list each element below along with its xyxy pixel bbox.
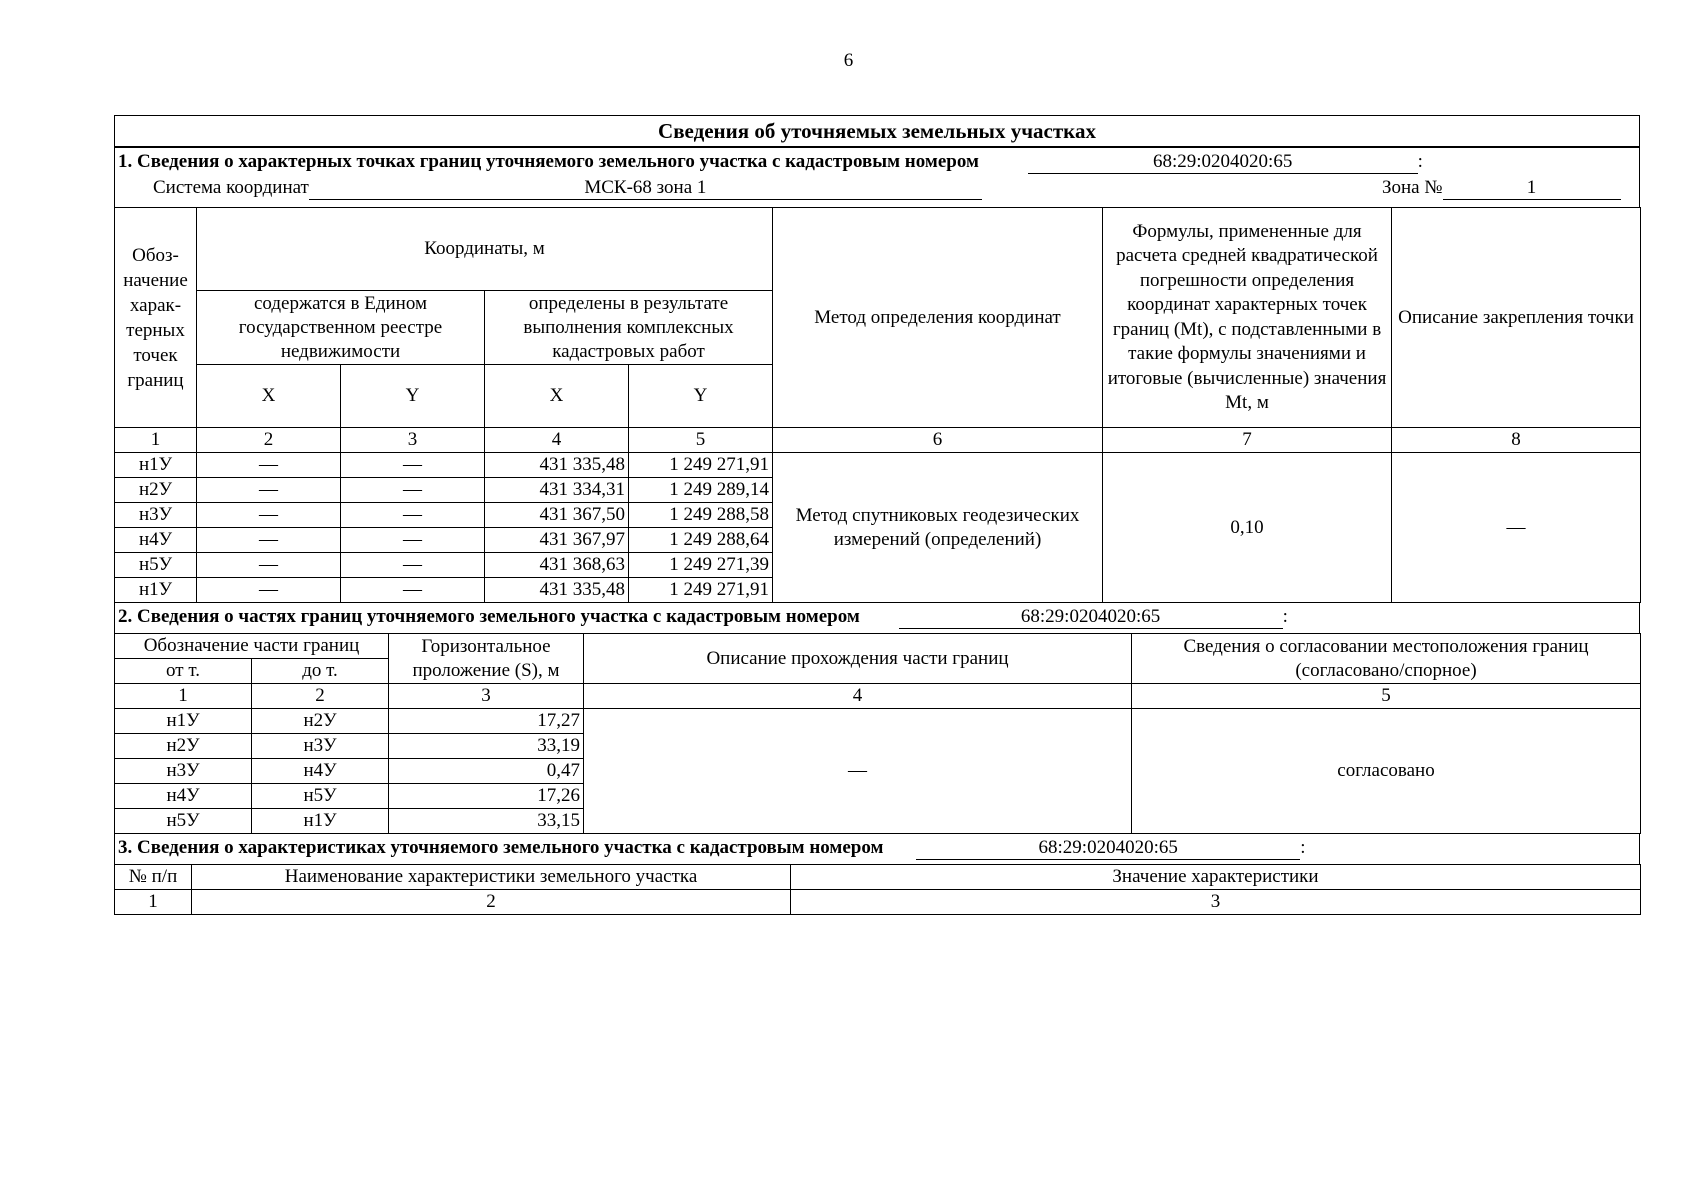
section1-heading-line: [118, 149, 1423, 174]
point-name: н5У: [115, 553, 197, 578]
from-point: н3У: [115, 759, 252, 784]
name-header: Наименование характеристики земельного участка: [192, 865, 791, 890]
document-title: Сведения об уточняемых земельных участках: [115, 116, 1640, 147]
x-kkr: 431 335,48: [485, 578, 629, 603]
column-number: 4: [584, 684, 1132, 709]
x-egrn: —: [197, 528, 341, 553]
y-egrn: —: [341, 453, 485, 478]
from-point: н5У: [115, 809, 252, 834]
description-value: —: [584, 709, 1132, 834]
x-kkr: 431 334,31: [485, 478, 629, 503]
to-point: н1У: [252, 809, 389, 834]
point-name: н1У: [115, 578, 197, 603]
column-number: 3: [389, 684, 584, 709]
x-kkr-header: X: [485, 365, 629, 428]
to-header: до т.: [252, 659, 389, 684]
point-name: н4У: [115, 528, 197, 553]
fixing-header: Описание закрепления точки: [1392, 208, 1641, 428]
y-kkr: 1 249 288,58: [629, 503, 773, 528]
column-number: 2: [197, 428, 341, 453]
zone-line: [1382, 175, 1621, 200]
y-egrn-header: Y: [341, 365, 485, 428]
x-egrn: —: [197, 503, 341, 528]
section2-cadastral-number: 68:29:0204020:65: [899, 606, 1283, 629]
horizontal-distance: 17,26: [389, 784, 584, 809]
x-kkr: 431 335,48: [485, 453, 629, 478]
horizontal-distance: 33,19: [389, 734, 584, 759]
coordinates-header: Координаты, м: [197, 208, 773, 291]
column-number: 5: [629, 428, 773, 453]
description-header: Описание прохождения части границ: [584, 634, 1132, 684]
column-number: 2: [252, 684, 389, 709]
boundary-parts-table: [114, 633, 1641, 834]
section3-heading-block: [114, 834, 1640, 864]
agreement-header: Сведения о согласовании местоположения границ (согласовано/спорное): [1132, 634, 1641, 684]
section1-heading-block: [114, 147, 1640, 207]
from-header: от т.: [115, 659, 252, 684]
points-table: [114, 207, 1641, 603]
column-number: 8: [1392, 428, 1641, 453]
to-point: н3У: [252, 734, 389, 759]
y-egrn: —: [341, 528, 485, 553]
column-number: 1: [115, 428, 197, 453]
section2-colon: :: [1282, 606, 1288, 627]
egrn-header: содержатся в Едином государственном реестре недвижимости: [197, 291, 485, 365]
characteristics-table: [114, 864, 1641, 915]
section2-heading-block: [114, 603, 1640, 633]
y-kkr: 1 249 289,14: [629, 478, 773, 503]
x-egrn: —: [197, 478, 341, 503]
section1-colon: :: [1417, 151, 1423, 172]
table-row: [115, 709, 1641, 734]
table-row: [115, 453, 1641, 478]
method-value: Метод спутниковых геодезических измерений (определений): [773, 453, 1103, 603]
method-header: Метод определения координат: [773, 208, 1103, 428]
y-kkr-header: Y: [629, 365, 773, 428]
from-point: н4У: [115, 784, 252, 809]
section1-cadastral-number: 68:29:0204020:65: [1028, 151, 1418, 174]
zone-label: Зона №: [1382, 177, 1443, 198]
column-number: 1: [115, 684, 252, 709]
point-name: н1У: [115, 453, 197, 478]
x-egrn: —: [197, 553, 341, 578]
column-number: 7: [1103, 428, 1392, 453]
to-point: н5У: [252, 784, 389, 809]
coord-system-line: [153, 175, 982, 200]
horizontal-header: Горизонтальное проложение (S), м: [389, 634, 584, 684]
column-number: 5: [1132, 684, 1641, 709]
column-number: 2: [192, 890, 791, 915]
x-kkr: 431 367,97: [485, 528, 629, 553]
y-kkr: 1 249 271,39: [629, 553, 773, 578]
x-egrn-header: X: [197, 365, 341, 428]
from-point: н1У: [115, 709, 252, 734]
formulas-header: Формулы, примененные для расчета средней квадратической погрешности определения координат характерных точек границ (Mt), с подставленными в такие формулы значениями и итоговые (вычисленные) значения Mt, м: [1103, 208, 1392, 428]
section2-heading: 2. Сведения о частях границ уточняемого земельного участка с кадастровым номером: [118, 606, 860, 627]
zone-value: 1: [1443, 177, 1621, 200]
section3-colon: :: [1300, 837, 1306, 858]
value-header: Значение характеристики: [791, 865, 1641, 890]
page-number: 6: [843, 50, 854, 71]
x-egrn: —: [197, 453, 341, 478]
designation-header: Обоз-начение харак-терных точек границ: [115, 208, 197, 428]
kkr-header: определены в результате выполнения комплексных кадастровых работ: [485, 291, 773, 365]
num-header: № п/п: [115, 865, 192, 890]
point-name: н2У: [115, 478, 197, 503]
section1-heading: 1. Сведения о характерных точках границ уточняемого земельного участка с кадастровым номером: [118, 151, 979, 172]
y-egrn: —: [341, 578, 485, 603]
y-kkr: 1 249 271,91: [629, 578, 773, 603]
title-table: [114, 115, 1640, 147]
column-number: 6: [773, 428, 1103, 453]
y-kkr: 1 249 271,91: [629, 453, 773, 478]
y-kkr: 1 249 288,64: [629, 528, 773, 553]
column-number: 3: [341, 428, 485, 453]
column-number: 1: [115, 890, 192, 915]
from-point: н2У: [115, 734, 252, 759]
x-kkr: 431 367,50: [485, 503, 629, 528]
to-point: н4У: [252, 759, 389, 784]
part-designation-header: Обозначение части границ: [115, 634, 389, 659]
to-point: н2У: [252, 709, 389, 734]
coord-system-value: МСК-68 зона 1: [309, 177, 982, 200]
horizontal-distance: 0,47: [389, 759, 584, 784]
mt-value: 0,10: [1103, 453, 1392, 603]
land-plot-form: [114, 115, 1640, 915]
column-number: 3: [791, 890, 1641, 915]
x-egrn: —: [197, 578, 341, 603]
column-number: 4: [485, 428, 629, 453]
section3-cadastral-number: 68:29:0204020:65: [916, 837, 1300, 860]
point-name: н3У: [115, 503, 197, 528]
horizontal-distance: 33,15: [389, 809, 584, 834]
fixing-value: —: [1392, 453, 1641, 603]
y-egrn: —: [341, 503, 485, 528]
horizontal-distance: 17,27: [389, 709, 584, 734]
agreement-value: согласовано: [1132, 709, 1641, 834]
y-egrn: —: [341, 478, 485, 503]
y-egrn: —: [341, 553, 485, 578]
coord-system-label: Система координат: [153, 177, 309, 198]
section3-heading: 3. Сведения о характеристиках уточняемого земельного участка с кадастровым номером: [118, 837, 884, 858]
x-kkr: 431 368,63: [485, 553, 629, 578]
